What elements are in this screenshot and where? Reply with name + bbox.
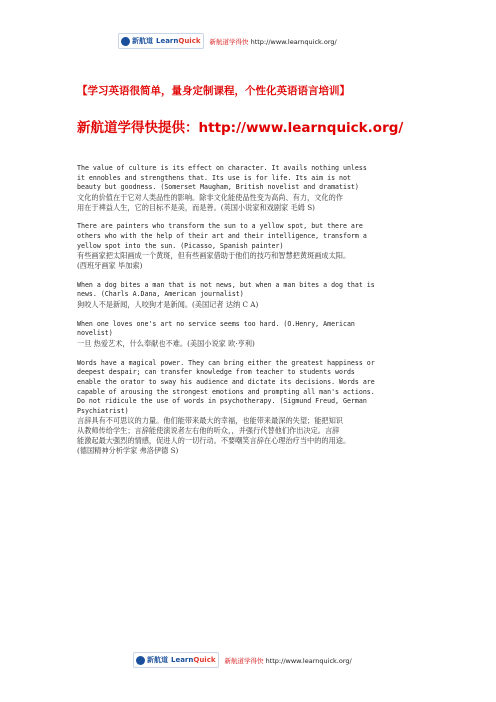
quote-english: When one loves one's art no service seems too hard. (O.Henry, American novelist) — [77, 319, 355, 338]
quote-chinese: 有些画家把太阳画成一个黄斑，但有些画家借助于他们的技巧和智慧把黄斑画成太阳。 (西班牙画家 毕加索) — [77, 251, 351, 270]
promo-banner: 【学习英语很简单，量身定制课程，个性化英语语言培训】 — [77, 85, 350, 97]
logo-en-text: LearnQuick — [171, 656, 216, 664]
quote-paragraph — [77, 164, 433, 212]
quote-chinese: 狗咬人不是新闻，人咬狗才是新闻。(美国记者 达纳 C A) — [77, 299, 259, 309]
quote-english: There are painters who transform the sun to a yellow spot, but there are others who with the help of their art and their intelligence, transform a yellow spot into the sun. (Picasso, Spanish painter) — [77, 222, 367, 250]
quote-paragraph — [77, 320, 433, 349]
header-site-line — [210, 37, 337, 46]
page-footer — [133, 652, 352, 668]
header-site-label: 新航道学得快 — [209, 37, 249, 46]
footer-site-label: 新航道学得快 — [224, 656, 264, 665]
header-site-url[interactable]: http://www.learnquick.org/ — [250, 37, 337, 46]
quote-english: Words have a magical power. They can bring either the greatest happiness or deepest despair; can transfer knowledge from teacher to students words enable the orator to sway his audience and dictate its decisions. Words are capable of arousing the strongest emotions and prompting all man's actions. Do not ridicule the use of words in psychotherapy. (Sigmund Freud, German Psychiatrist) — [77, 358, 375, 415]
quote-english: The value of culture is its effect on character. It avails nothing unless it ennobles and strengthens that. Its use is for life. Its aim is not beauty but goodness. (Somerset Maugham, British novelist and dramatist) — [77, 164, 367, 192]
quote-english: When a dog bites a man that is not news, but when a man bites a dog that is news. (Charls A.Dana, American journalist) — [77, 280, 375, 299]
quote-chinese: 一旦 热爱艺术，什么奉献也不难。(美国小说家 欧·亨利) — [77, 338, 255, 348]
page-header — [118, 33, 337, 49]
logo-emblem-icon — [136, 656, 145, 665]
quote-paragraph — [77, 281, 433, 310]
learnquick-logo — [133, 652, 219, 668]
logo-emblem-icon — [121, 37, 130, 46]
provider-line[interactable]: 新航道学得快提供：http://www.learnquick.org/ — [77, 120, 404, 136]
logo-cn-text: 新航道 — [147, 656, 168, 664]
quote-paragraph — [77, 222, 433, 270]
logo-cn-text: 新航道 — [132, 37, 153, 45]
learnquick-logo — [118, 33, 204, 49]
quote-chinese: 言辞具有不可思议的力量。他们能带来最大的幸福，也能带来最深的失望；能把知识 从教师传给学生；言辞能使演说者左右他的听众，，并强行代替他们作出决定。言辞 能激起最大强烈的情感，促进人的一切行动。不要嘲笑言辞在心理治疗当中的的用途。 (德国精神分析学家 弗洛伊德 S) — [77, 416, 351, 455]
logo-en-text: LearnQuick — [156, 37, 201, 45]
footer-site-url[interactable]: http://www.learnquick.org/ — [265, 656, 352, 665]
quote-chinese: 文化的价值在于它对人类品性的影响。除非文化能使品性变为高尚、有力，文化的作 用在于裨益人生，它的目标不是美，而是善。(英国小说家和戏剧家 毛姆 S) — [77, 192, 343, 212]
quote-paragraph — [77, 359, 433, 456]
quote-list — [77, 164, 433, 455]
footer-site-line — [225, 656, 352, 665]
